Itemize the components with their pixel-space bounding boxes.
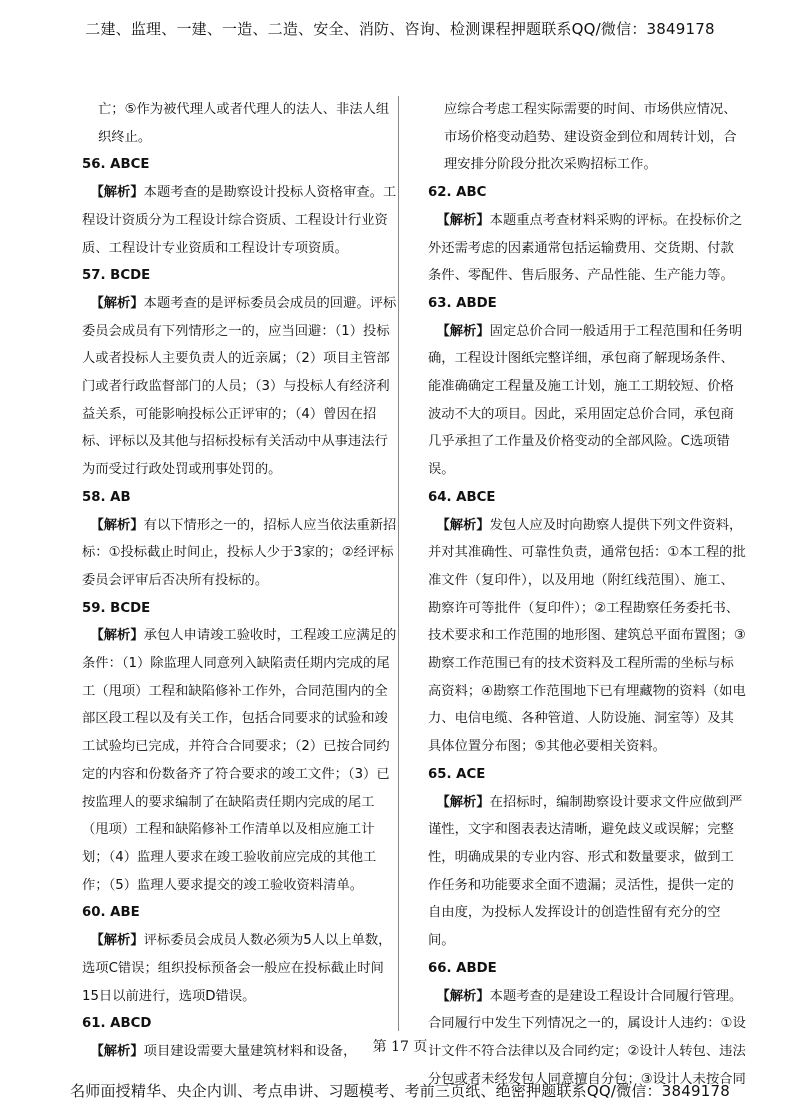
header-banner: 二建、监理、一建、一造、二造、安全、消防、咨询、检测课程押题联系QQ/微信：3849178 [85, 20, 715, 38]
explanation-text: 本题考查的是建设工程设计合同履行管理。合同履行中发生下列情况之一的，属设计人违约：①设计文件不符合法律以及合同约定；②设计人转包、违法分包或者未经发包人同意擅自分包；③设计人未按合同 [428, 988, 746, 1087]
left-continuation: 亡；⑤作为被代理人或者代理人的法人、非法人组织终止。 [98, 102, 390, 145]
explanation-text: 发包人应及时向勘察人提供下列文件资料，并对其准确性、可靠性负责，通常包括：①本工程的批准文件（复印件），以及用地（附红线范围）、施工、勘察许可等批件（复印件）；②工程勘察任务委托书、技术要求和工作范围的地形图、建筑总平面布置图；③勘察工作范围已有的技术资料及工程所需的坐标与标高资料；④勘察工作范围地下已有埋藏物的资料（如电力、电信电缆、各种管道、人防设施、洞室等）及其具体位置分布图；⑤其他必要相关资料。 [428, 517, 746, 755]
explanation-65 [428, 789, 746, 955]
explanation-60 [82, 927, 400, 1010]
explanation-text: 承包人申请竣工验收时，工程竣工应满足的条件：（1）除监理人同意列入缺陷责任期内完成的尾工（甩项）工程和缺陷修补工作外，合同范围内的全部区段工程以及有关工作，包括合同要求的试验和竣工试验均已完成，并符合合同要求；（2）已按合同约定的内容和份数备齐了符合要求的竣工文件；（3）已按监理人的要求编制了在缺陷责任期内完成的尾工（甩项）工程和缺陷修补工作清单以及相应施工计划；（4）监理人要求在竣工验收前应完成的其他工作；（5）监理人要求提交的竣工验收资料清单。 [82, 628, 397, 893]
left-column [82, 96, 400, 1066]
answer-61: 61. ABCD [82, 1016, 152, 1032]
right-column [428, 96, 746, 1093]
explanation-58 [82, 512, 400, 595]
explanation-text: 本题考查的是评标委员会成员的回避。评标委员会成员有下列情形之一的，应当回避：（1）投标人或者投标人主要负责人的近亲属；（2）项目主管部门或者行政监督部门的人员；（3）与投标人有经济利益关系，可能影响投标公正评审的；（4）曾因在招标、评标以及其他与招标投标有关活动中从事违法行为而受过行政处罚或刑事处罚的。 [82, 295, 397, 478]
explanation-tag: 【解析】 [436, 988, 490, 1004]
explanation-56 [82, 179, 400, 262]
explanation-62 [428, 207, 746, 290]
explanation-tag: 【解析】 [90, 185, 144, 201]
answer-59: 59. BCDE [82, 600, 151, 616]
explanation-tag: 【解析】 [436, 517, 490, 533]
explanation-tag: 【解析】 [90, 517, 144, 533]
answer-64: 64. ABCE [428, 489, 496, 505]
explanation-tag: 【解析】 [90, 933, 144, 949]
explanation-tag: 【解析】 [90, 1043, 144, 1059]
explanation-tag: 【解析】 [436, 323, 490, 339]
answer-65: 65. ACE [428, 766, 486, 782]
explanation-tag: 【解析】 [436, 794, 490, 810]
page-number: 第 17 页 [372, 1039, 428, 1055]
column-divider [398, 96, 399, 1031]
explanation-text: 评标委员会成员人数必须为5人以上单数，选项C错误；组织投标预备会一般应在投标截止时间15日以前进行，选项D错误。 [82, 933, 392, 1004]
answer-63: 63. ABDE [428, 295, 497, 311]
answer-60: 60. ABE [82, 905, 140, 921]
explanation-57 [82, 290, 400, 484]
explanation-tag: 【解析】 [90, 295, 144, 311]
footer-banner: 名师面授精华、央企内训、考点串讲、习题模考、考前三页纸、绝密押题联系QQ/微信：3849178 [70, 1082, 730, 1100]
answer-66: 66. ABDE [428, 960, 497, 976]
explanation-tag: 【解析】 [90, 628, 144, 644]
explanation-tag: 【解析】 [436, 212, 490, 228]
explanation-64 [428, 512, 746, 761]
answer-56: 56. ABCE [82, 157, 150, 173]
explanation-text: 本题重点考查材料采购的评标。在投标价之外还需考虑的因素通常包括运输费用、交货期、付款条件、零配件、售后服务、产品性能、生产能力等。 [428, 212, 743, 284]
explanation-text: 固定总价合同一般适用于工程范围和任务明确，工程设计图纸完整详细，承包商了解现场条件、能准确确定工程量及施工计划，施工工期较短、价格波动不大的项目。因此，采用固定总价合同，承包商几乎承担了工作量及价格变动的全部风险。C选项错误。 [428, 323, 743, 478]
explanation-63 [428, 318, 746, 484]
right-continuation: 应综合考虑工程实际需要的时间、市场供应情况、市场价格变动趋势、建设资金到位和周转计划，合理安排分阶段分批次采购招标工作。 [444, 102, 737, 173]
explanation-text: 项目建设需要大量建筑材料和设备， [143, 1043, 357, 1059]
explanation-59 [82, 622, 400, 899]
answer-58: 58. AB [82, 489, 131, 505]
explanation-text: 本题考查的是勘察设计投标人资格审查。工程设计资质分为工程设计综合资质、工程设计行业资质、工程设计专业资质和工程设计专项资质。 [82, 185, 397, 256]
explanation-text: 在招标时，编制勘察设计要求文件应做到严谨性，文字和图表表达清晰，避免歧义或误解；完整性，明确成果的专业内容、形式和数量要求，做到工作任务和功能要求全面不遗漏；灵活性，提供一定的自由度，为投标人发挥设计的创造性留有充分的空间。 [428, 794, 743, 949]
answer-57: 57. BCDE [82, 268, 151, 284]
explanation-text: 有以下情形之一的，招标人应当依法重新招标：①投标截止时间止，投标人少于3家的；②经评标委员会评审后否决所有投标的。 [82, 517, 397, 588]
answer-62: 62. ABC [428, 185, 487, 201]
